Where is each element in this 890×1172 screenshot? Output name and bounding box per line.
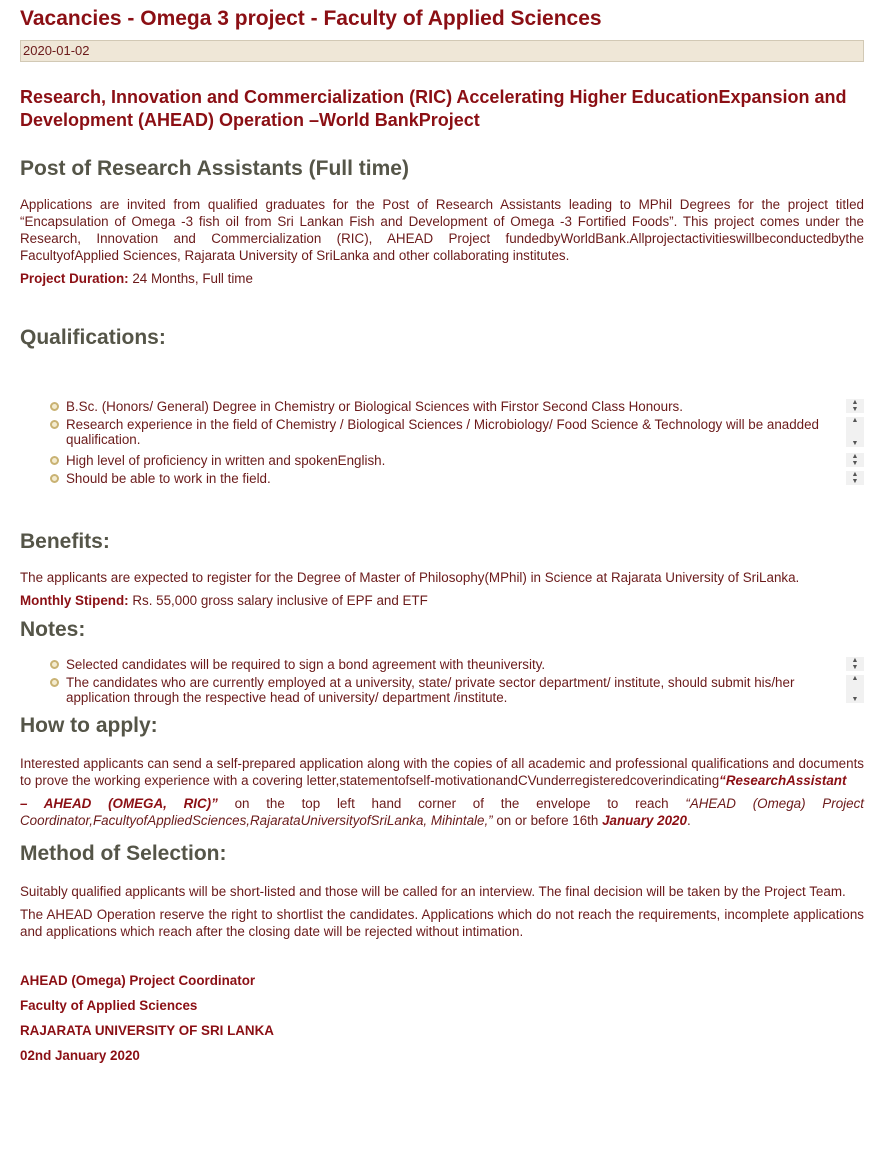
signature-block	[20, 972, 864, 1064]
apply-instructions	[20, 755, 864, 789]
list-item-text: Research experience in the field of Chemistry / Biological Sciences / Microbiology/ Food Science & Technology will be anadded qualification.	[66, 417, 820, 447]
list-spinner[interactable]	[846, 657, 864, 671]
bullet-icon	[50, 474, 59, 483]
list-item	[20, 417, 864, 453]
signature-university: RAJARATA UNIVERSITY OF SRI LANKA	[20, 1023, 274, 1038]
list-spinner[interactable]	[846, 399, 864, 413]
post-description: Applications are invited from qualified graduates for the Post of Research Assistants leading to MPhil Degrees for the project titled “Encapsulation of Omega -3 fish oil from Sri Lankan Fish and Development of Omega -3 Fortified Foods”. This project comes under the Research, Innovation and Commercialization (RIC), AHEAD Project fundedbyWorldBank.Allprojectactivitieswillbeconductedbythe​FacultyofApplied Sciences, Rajarata University of SriLanka and other collaborating institutes.	[20, 197, 864, 263]
arrow-down-icon[interactable]: ▼	[851, 460, 859, 467]
how-to-apply-heading: How to apply:	[20, 714, 158, 737]
list-item-text: Selected candidates will be required to sign a bond agreement with theuniversity.	[66, 657, 546, 672]
bullet-icon	[50, 420, 59, 429]
list-item	[20, 675, 864, 705]
page-title: Vacancies - Omega 3 project - Faculty of Applied Sciences	[20, 7, 602, 30]
apply-text: on or before 16th	[492, 813, 603, 828]
project-duration	[20, 270, 864, 287]
list-spinner[interactable]	[846, 471, 864, 485]
bullet-icon	[50, 660, 59, 669]
post-date: 2020-01-02	[20, 40, 864, 62]
notes-heading: Notes:	[20, 618, 86, 641]
duration-label: Project Duration:	[20, 271, 129, 286]
notes-list	[20, 657, 864, 705]
apply-emphasis: “ResearchAssistant	[719, 773, 847, 788]
list-spinner[interactable]	[846, 417, 864, 447]
list-item-text: Should be able to work in the field.	[66, 471, 271, 486]
list-spinner[interactable]	[846, 453, 864, 467]
signature-title: AHEAD (Omega) Project Coordinator	[20, 973, 256, 988]
arrow-down-icon[interactable]: ▼	[851, 478, 859, 485]
arrow-up-icon[interactable]: ▲	[851, 417, 859, 424]
list-item	[20, 471, 864, 487]
arrow-up-icon[interactable]: ▲	[851, 657, 859, 664]
list-item-text: High level of proficiency in written and spokenEnglish.	[66, 453, 386, 468]
arrow-up-icon[interactable]: ▲	[851, 399, 859, 406]
list-spinner[interactable]	[846, 675, 864, 703]
signature-faculty: Faculty of Applied Sciences	[20, 998, 198, 1013]
bullet-icon	[50, 678, 59, 687]
bullet-icon	[50, 456, 59, 465]
arrow-down-icon[interactable]: ▼	[851, 406, 859, 413]
apply-address	[20, 795, 864, 829]
envelope-label: – AHEAD (OMEGA, RIC)”	[20, 796, 218, 811]
arrow-up-icon[interactable]: ▲	[851, 675, 859, 682]
arrow-down-icon[interactable]: ▼	[851, 440, 859, 447]
deadline-date: January 2020	[602, 813, 687, 828]
signature-date: 02nd January 2020	[20, 1048, 140, 1063]
qualifications-list	[20, 399, 864, 487]
selection-text-1: Suitably qualified applicants will be short-listed and those will be called for an interview. The final decision will be taken by the Project Team.	[20, 884, 846, 899]
selection-text-2: The AHEAD Operation reserve the right to shortlist the candidates. Applications which do not reach the requirements, incomplete applications and applications which reach after the closing date will be rejected without intimation.	[20, 907, 864, 939]
coordinator-address: “AHEAD (Omega) Project Coordinator,FacultyofAppliedSciences,RajarataUniversityofSriLanka, Mihintale,”	[20, 796, 864, 828]
arrow-up-icon[interactable]: ▲	[851, 453, 859, 460]
list-item	[20, 453, 864, 469]
apply-text: Interested applicants can send a self-prepared application along with the copies of all academic and professional qualifications and documents to prove the working experience with a covering letter,statementofself-motivationandCVunderregisteredcoverindicating	[20, 756, 864, 788]
apply-text: on the top left hand corner of the envelope to reach	[217, 796, 686, 811]
list-item-text: The candidates who are currently employed at a university, state/ private sector department/ institute, should submit his/her application through the respective head of university/ department /institute.	[66, 675, 795, 705]
monthly-stipend	[20, 592, 864, 609]
qualifications-heading: Qualifications:	[20, 326, 166, 349]
bullet-icon	[50, 402, 59, 411]
arrow-down-icon[interactable]: ▼	[851, 696, 859, 703]
arrow-up-icon[interactable]: ▲	[851, 471, 859, 478]
list-item	[20, 399, 864, 415]
stipend-value: Rs. 55,000 gross salary inclusive of EPF and ETF	[128, 593, 428, 608]
project-subtitle: Research, Innovation and Commercialization (RIC) Accelerating Higher EducationExpansion and Development (AHEAD) Operation –World BankProject	[20, 87, 847, 130]
list-item	[20, 657, 864, 673]
apply-text: .	[686, 813, 691, 828]
selection-heading: Method of Selection:	[20, 842, 227, 865]
benefits-description: The applicants are expected to register for the Degree of Master of Philosophy(MPhil) in Science at Rajarata University of SriLanka.	[20, 570, 800, 585]
benefits-heading: Benefits:	[20, 530, 110, 553]
list-item-text: B.Sc. (Honors/ General) Degree in Chemistry or Biological Sciences with Firstor Second Class Honours.	[66, 399, 683, 414]
stipend-label: Monthly Stipend:	[20, 593, 129, 608]
duration-value: 24 Months, Full time	[128, 271, 253, 286]
arrow-down-icon[interactable]: ▼	[851, 664, 859, 671]
post-heading: Post of Research Assistants (Full time)	[20, 157, 409, 180]
